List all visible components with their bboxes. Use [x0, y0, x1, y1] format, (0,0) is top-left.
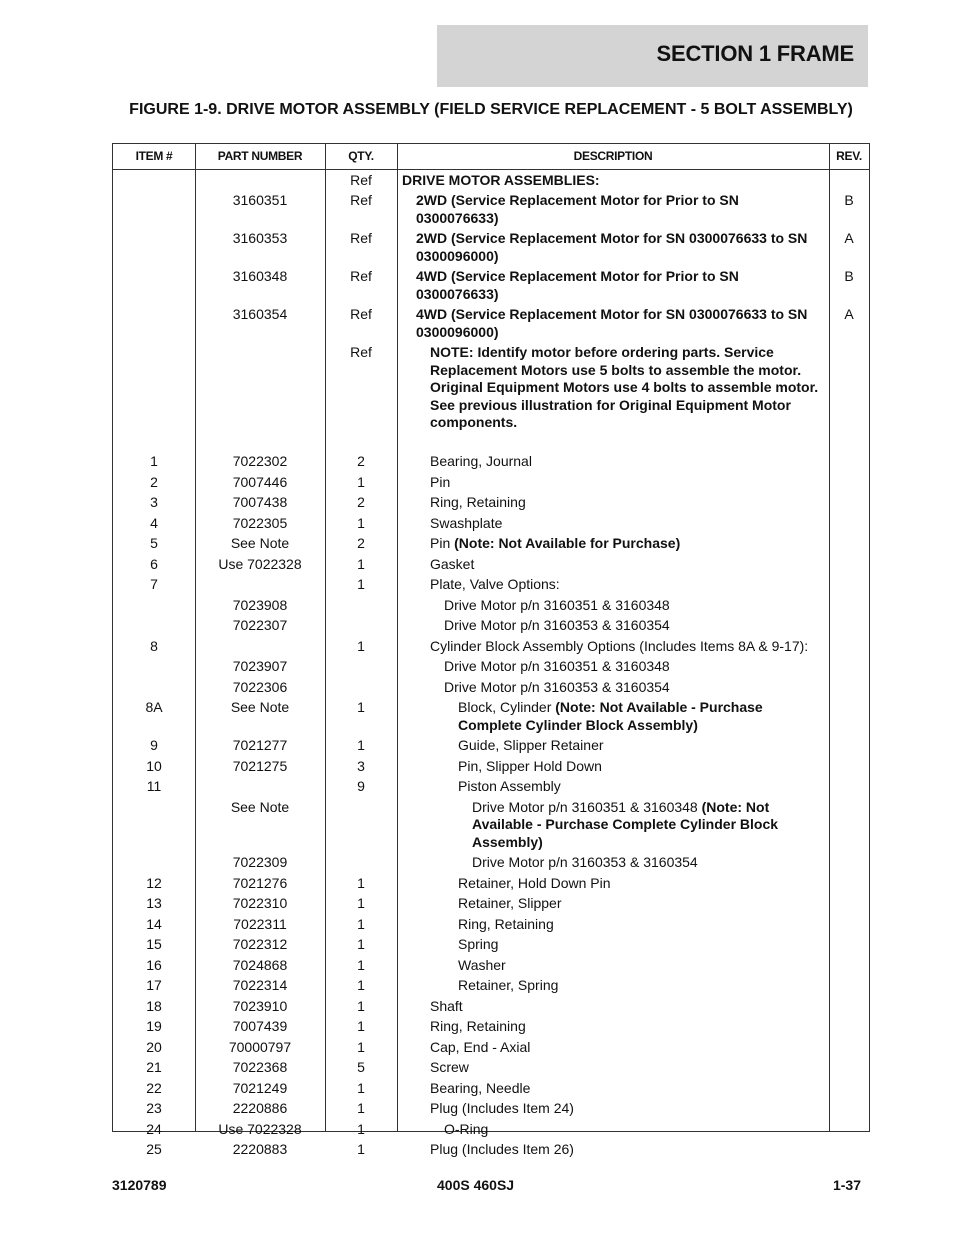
item-number-cell: 2: [150, 473, 158, 490]
part-number-cell: 7024868: [232, 956, 288, 973]
quantity-cell: 2: [357, 453, 365, 469]
description-text: Pin: [430, 473, 451, 490]
description-note: (Note: Not Available for Purchase): [454, 535, 681, 551]
description-cell: [402, 799, 820, 852]
quantity-cell: 1: [357, 915, 365, 932]
description-cell: [402, 658, 820, 676]
quantity-cell: 1: [357, 977, 365, 993]
description-text: Bearing, Journal: [430, 453, 532, 469]
revision-cell: B: [844, 192, 854, 208]
table-row: [113, 935, 869, 956]
quantity-cell: Ref: [350, 171, 372, 188]
quantity-cell: Ref: [350, 344, 372, 360]
description-note: (Note: Not Available - Purchase Complete Cylinder Block Assembly): [458, 699, 763, 733]
description-text: Gasket: [430, 555, 475, 572]
description-text: Bearing, Needle: [430, 1079, 531, 1096]
item-number-cell: 17: [146, 977, 162, 993]
description-text: Pin: [430, 535, 451, 551]
description-cell: [402, 306, 820, 341]
footer-document-number: 3120789: [112, 1177, 167, 1193]
part-number-cell: 3160348: [232, 268, 288, 284]
item-number-cell: 19: [146, 1018, 162, 1034]
description-cell: [402, 1080, 820, 1098]
item-number-cell: 9: [150, 737, 158, 753]
footer-model: 400S 460SJ: [437, 1177, 515, 1193]
item-number-cell: 1: [150, 453, 158, 469]
table-row: [113, 1037, 869, 1058]
description-text: Shaft: [430, 997, 463, 1014]
description-cell: [402, 638, 820, 656]
table-row: [113, 305, 869, 343]
table-row: [113, 472, 869, 493]
part-number-cell: 7022310: [232, 895, 288, 911]
quantity-cell: 9: [357, 778, 365, 794]
table-header-row: [113, 144, 869, 170]
column-header-item: ITEM #: [135, 149, 173, 163]
description-cell: [402, 494, 820, 512]
item-number-cell: 18: [146, 997, 162, 1014]
quantity-cell: Ref: [350, 230, 372, 246]
quantity-cell: 1: [357, 473, 365, 490]
part-number-cell: 7007439: [232, 1018, 288, 1034]
description-cell: [402, 268, 820, 303]
description-text: Retainer, Spring: [458, 977, 559, 993]
item-number-cell: 14: [146, 915, 162, 932]
column-header-rev: REV.: [836, 149, 862, 163]
table-row: [113, 343, 869, 434]
table-row: [113, 1058, 869, 1079]
description-cell: [402, 172, 820, 190]
description-text: Spring: [458, 936, 499, 952]
revision-cell: B: [844, 268, 854, 284]
part-number-cell: See Note: [230, 535, 290, 551]
description-cell: [402, 998, 820, 1016]
part-number-cell: 3160351: [232, 192, 288, 208]
quantity-cell: 1: [357, 1038, 365, 1055]
quantity-cell: 1: [357, 737, 365, 753]
table-row: [113, 534, 869, 555]
description-note: (Note: Not Available - Purchase Complete Cylinder Block Assembly): [472, 798, 779, 850]
quantity-cell: Ref: [350, 192, 372, 208]
item-number-cell: 11: [146, 778, 162, 794]
table-row: [113, 170, 869, 191]
description-cell: [402, 936, 820, 954]
description-text: DRIVE MOTOR ASSEMBLIES:: [402, 171, 600, 188]
table-row: [113, 616, 869, 637]
item-number-cell: 22: [146, 1079, 162, 1096]
description-cell: [402, 1100, 820, 1118]
description-cell: [402, 535, 820, 553]
description-cell: [402, 895, 820, 913]
quantity-cell: 1: [357, 637, 365, 654]
part-number-cell: 7022312: [232, 936, 288, 952]
part-number-cell: 7022307: [232, 617, 288, 633]
table-row: [113, 452, 869, 473]
quantity-cell: 1: [357, 1100, 365, 1116]
column-header-qty: QTY.: [348, 149, 374, 163]
part-number-cell: 7022309: [232, 854, 288, 870]
quantity-cell: 1: [357, 1018, 365, 1034]
footer-page-number: 1-37: [832, 1177, 861, 1193]
quantity-cell: 3: [357, 757, 365, 774]
part-number-cell: 7023907: [232, 658, 288, 674]
description-cell: [402, 916, 820, 934]
description-text: Retainer, Hold Down Pin: [458, 874, 611, 891]
table-row: [113, 677, 869, 698]
quantity-cell: 1: [357, 514, 365, 531]
item-number-cell: 15: [146, 936, 162, 952]
table-row: [113, 575, 869, 596]
item-number-cell: 8A: [145, 699, 163, 715]
description-cell: [402, 758, 820, 776]
description-cell: [402, 957, 820, 975]
table-row: [113, 976, 869, 997]
description-cell: [402, 474, 820, 492]
parts-table: [112, 143, 870, 1157]
table-row: [113, 736, 869, 757]
column-header-description: DESCRIPTION: [573, 149, 653, 163]
description-cell: [402, 699, 820, 734]
quantity-cell: 1: [357, 895, 365, 911]
description-text: Swashplate: [430, 514, 503, 531]
description-cell: [402, 737, 820, 755]
description-text: Cylinder Block Assembly Options (Includes Items 8A & 9-17):: [430, 637, 809, 654]
part-number-cell: 7021275: [232, 757, 288, 774]
quantity-cell: Ref: [350, 268, 372, 284]
part-number-cell: 7021249: [232, 1079, 288, 1096]
description-text: Ring, Retaining: [430, 494, 526, 510]
table-row: [113, 756, 869, 777]
table-row: [113, 1140, 869, 1161]
item-number-cell: 6: [150, 555, 158, 572]
table-row: [113, 853, 869, 874]
item-number-cell: 13: [146, 895, 162, 911]
table-row: [113, 1099, 869, 1120]
item-number-cell: 20: [146, 1038, 162, 1055]
description-text: Pin, Slipper Hold Down: [458, 757, 602, 774]
description-cell: [402, 977, 820, 995]
table-row: [113, 636, 869, 657]
table-row: [113, 873, 869, 894]
part-number-cell: Use 7022328: [218, 1120, 302, 1137]
part-number-cell: 7021277: [232, 737, 288, 753]
part-number-cell: 7021276: [232, 874, 288, 891]
quantity-cell: 1: [357, 1141, 365, 1157]
item-number-cell: 23: [146, 1100, 162, 1116]
table-row: [113, 894, 869, 915]
quantity-cell: 1: [357, 936, 365, 952]
description-cell: [402, 230, 820, 265]
description-cell: [402, 1059, 820, 1077]
description-text: 4WD (Service Replacement Motor for Prior to SN 0300076633): [416, 268, 739, 302]
table-row: [113, 513, 869, 534]
description-text: Plug (Includes Item 24): [430, 1100, 574, 1116]
part-number-cell: 3160353: [232, 230, 288, 246]
part-number-cell: 7007438: [232, 494, 288, 510]
table-row: [113, 229, 869, 267]
description-text: Ring, Retaining: [458, 915, 554, 932]
description-text: Piston Assembly: [458, 778, 561, 794]
table-row: [113, 955, 869, 976]
item-number-cell: 24: [146, 1120, 162, 1137]
item-number-cell: 16: [146, 956, 162, 973]
description-text: 2WD (Service Replacement Motor for Prior to SN 0300076633): [416, 192, 739, 226]
section-header: [437, 25, 868, 87]
table-row: [113, 191, 869, 229]
table-row: [113, 1017, 869, 1038]
item-number-cell: 25: [146, 1141, 162, 1157]
description-text: Plate, Valve Options:: [430, 576, 560, 592]
revision-cell: A: [844, 230, 854, 246]
part-number-cell: 7022306: [232, 678, 288, 695]
description-text: Screw: [430, 1059, 469, 1075]
item-number-cell: 7: [150, 576, 158, 592]
description-text: Drive Motor p/n 3160353 & 3160354: [444, 617, 670, 633]
description-text: Retainer, Slipper: [458, 895, 562, 911]
description-cell: [402, 778, 820, 796]
description-cell: [402, 1018, 820, 1036]
part-number-cell: 7022302: [232, 453, 288, 469]
part-number-cell: See Note: [230, 798, 290, 815]
quantity-cell: Ref: [350, 306, 372, 322]
description-text: Cap, End - Axial: [430, 1038, 531, 1055]
description-text: Drive Motor p/n 3160353 & 3160354: [444, 678, 670, 695]
part-number-cell: 7023910: [232, 997, 288, 1014]
description-text: Drive Motor p/n 3160351 & 3160348: [444, 596, 670, 613]
part-number-cell: 7007446: [232, 473, 288, 490]
item-number-cell: 3: [150, 494, 158, 510]
description-cell: [402, 1039, 820, 1057]
description-text: Ring, Retaining: [430, 1018, 526, 1034]
item-number-cell: 8: [150, 637, 158, 654]
table-row: [113, 554, 869, 575]
part-number-cell: 3160354: [232, 306, 288, 322]
item-number-cell: 5: [150, 535, 158, 551]
part-number-cell: 7022368: [232, 1059, 288, 1075]
description-cell: [402, 1121, 820, 1139]
revision-cell: A: [844, 306, 854, 322]
description-cell: [402, 1141, 820, 1159]
table-row: [113, 595, 869, 616]
description-text: 2WD (Service Replacement Motor for SN 0300076633 to SN 0300096000): [416, 230, 808, 264]
table-row: [113, 657, 869, 678]
description-text: Drive Motor p/n 3160353 & 3160354: [472, 854, 698, 870]
part-number-cell: 7022311: [233, 915, 287, 932]
part-number-cell: 7022314: [232, 977, 288, 993]
description-cell: [402, 854, 820, 872]
description-cell: [402, 597, 820, 615]
column-header-part-number: PART NUMBER: [217, 149, 303, 163]
table-body: [113, 170, 869, 1160]
table-row: [113, 267, 869, 305]
figure-title: FIGURE 1-9. DRIVE MOTOR ASSEMBLY (FIELD SERVICE REPLACEMENT - 5 BOLT ASSEMBLY): [129, 101, 853, 118]
item-number-cell: 21: [146, 1059, 162, 1075]
part-number-cell: 7022305: [232, 514, 288, 531]
quantity-cell: 1: [357, 997, 365, 1014]
description-cell: [402, 344, 820, 432]
item-number-cell: 12: [146, 874, 162, 891]
quantity-cell: 2: [357, 535, 365, 551]
description-text: Plug (Includes Item 26): [430, 1141, 574, 1157]
description-text: Guide, Slipper Retainer: [458, 737, 604, 753]
description-cell: [402, 192, 820, 227]
quantity-cell: 1: [357, 699, 365, 715]
part-number-cell: Use 7022328: [218, 555, 302, 572]
item-number-cell: 10: [146, 757, 162, 774]
quantity-cell: 5: [357, 1059, 365, 1075]
description-cell: [402, 515, 820, 533]
item-number-cell: 4: [150, 514, 158, 531]
section-title: SECTION 1 FRAME: [656, 41, 854, 66]
description-cell: [402, 453, 820, 471]
table-row: [113, 996, 869, 1017]
quantity-cell: 1: [357, 874, 365, 891]
part-number-cell: 2220883: [232, 1141, 288, 1157]
quantity-cell: 1: [357, 555, 365, 572]
part-number-cell: 70000797: [228, 1038, 292, 1055]
description-cell: [402, 576, 820, 594]
description-text: Drive Motor p/n 3160351 & 3160348: [472, 798, 698, 815]
description-text: Block, Cylinder: [458, 699, 552, 715]
quantity-cell: 1: [357, 1120, 365, 1137]
quantity-cell: 1: [357, 576, 365, 592]
quantity-cell: 1: [357, 1079, 365, 1096]
description-cell: [402, 679, 820, 697]
table-row: [113, 777, 869, 798]
table-row: [113, 1119, 869, 1140]
quantity-cell: 1: [357, 956, 365, 973]
description-cell: [402, 556, 820, 574]
row-spacer: [113, 433, 869, 452]
part-number-cell: See Note: [230, 699, 290, 715]
part-number-cell: 7023908: [232, 596, 288, 613]
description-cell: [402, 617, 820, 635]
table-row: [113, 914, 869, 935]
description-text: O-Ring: [444, 1120, 489, 1137]
table-row: [113, 1078, 869, 1099]
description-text: NOTE: Identify motor before ordering parts. Service Replacement Motors use 5 bolts to assemble the motor. Original Equipment Motors use 4 bolts to assemble motor. See previous illustration for Original Equipment Motor components.: [430, 344, 819, 430]
table-row: [113, 698, 869, 736]
description-text: 4WD (Service Replacement Motor for SN 0300076633 to SN 0300096000): [416, 306, 808, 340]
table-row: [113, 797, 869, 853]
description-text: Drive Motor p/n 3160351 & 3160348: [444, 658, 670, 674]
quantity-cell: 2: [357, 494, 365, 510]
part-number-cell: 2220886: [232, 1100, 288, 1116]
description-cell: [402, 875, 820, 893]
description-text: Washer: [458, 956, 506, 973]
table-row: [113, 493, 869, 514]
